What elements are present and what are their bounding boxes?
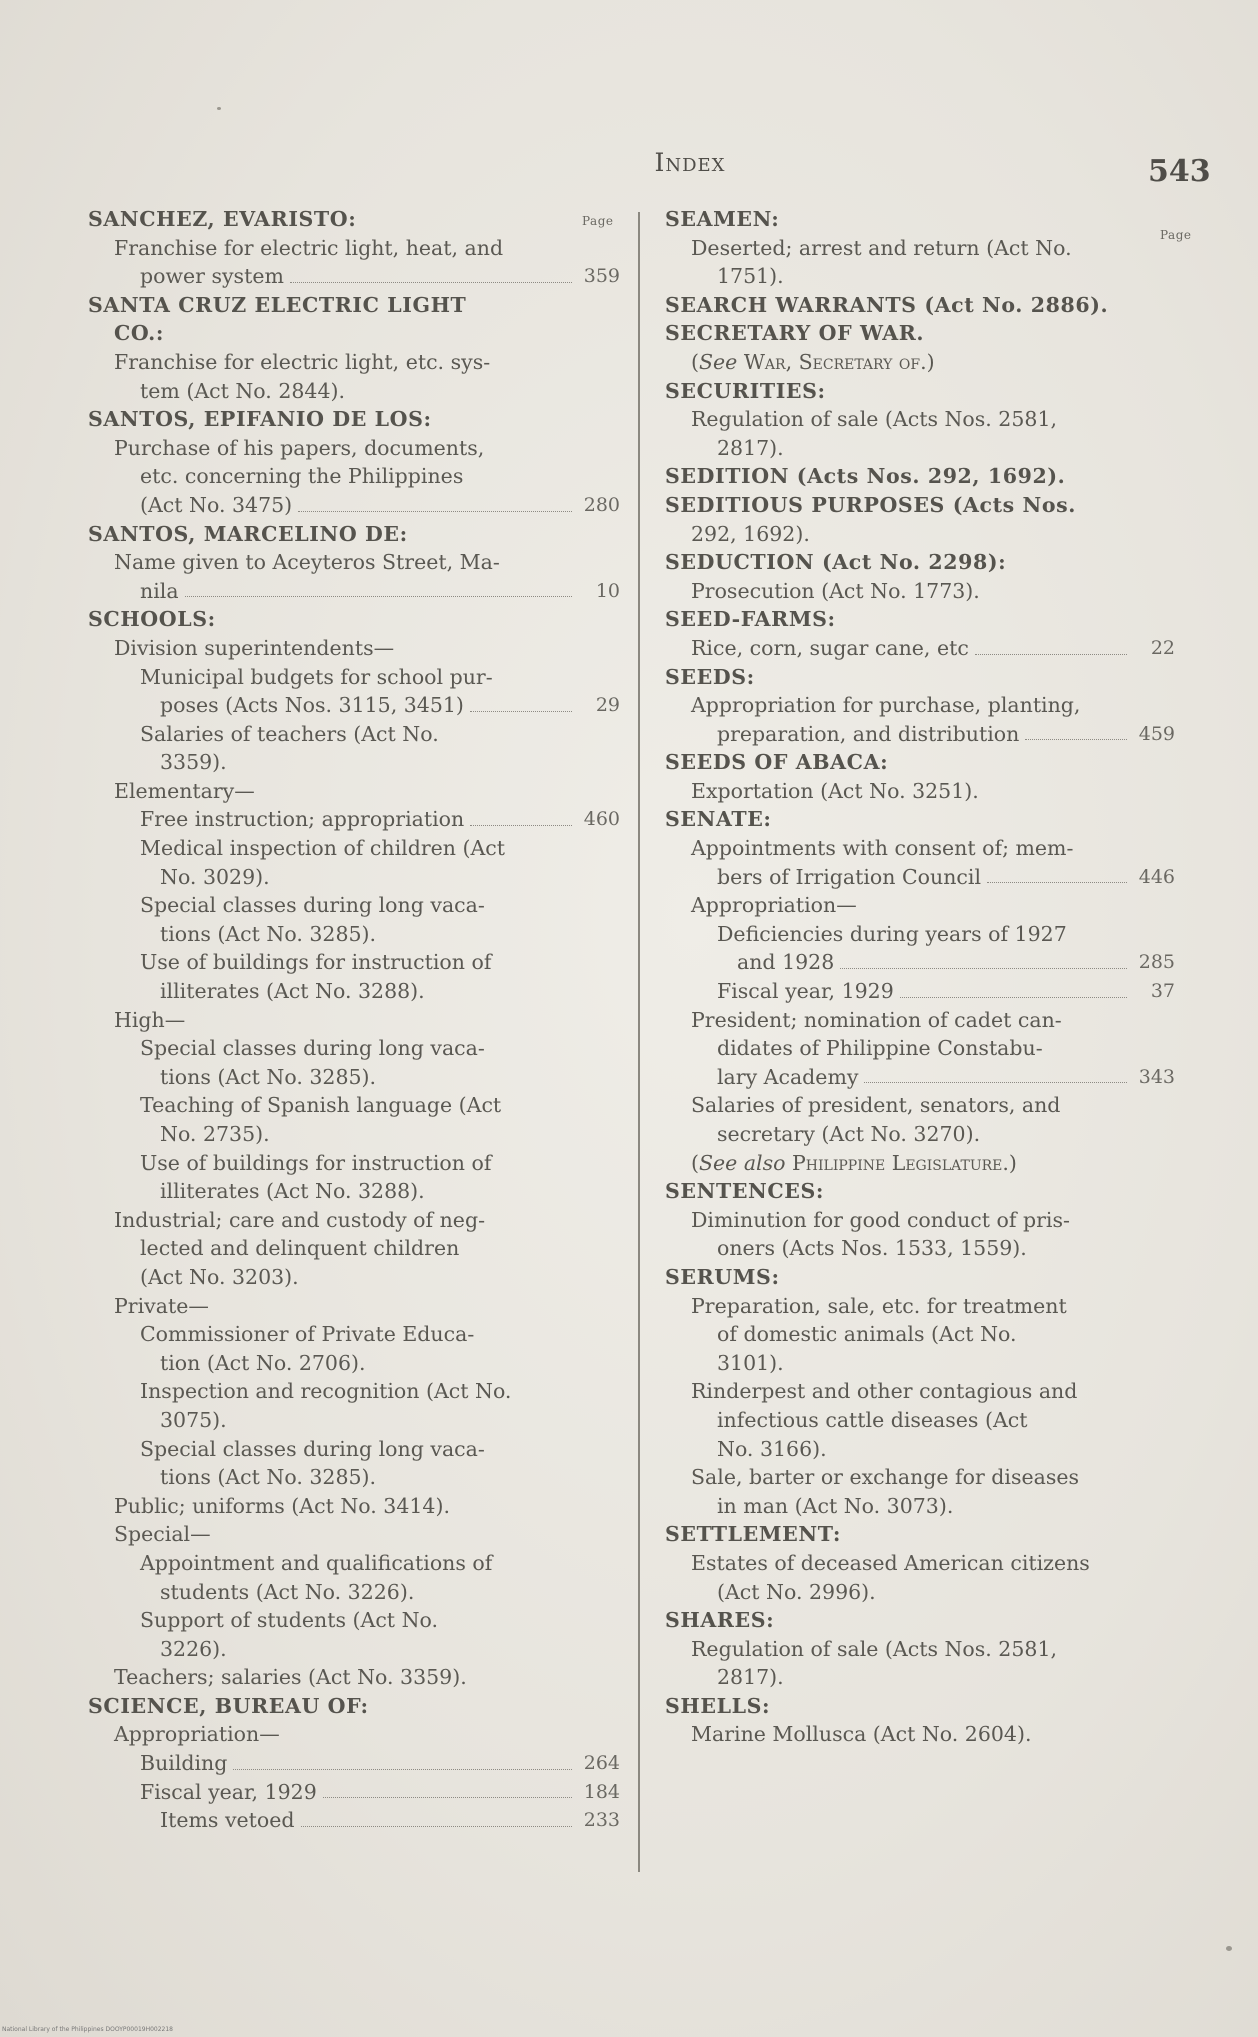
- entry-text: Items vetoed: [160, 1808, 295, 1833]
- leader-dots: [840, 968, 1127, 969]
- page-reference: 233: [583, 1809, 620, 1832]
- page-reference: 37: [1150, 980, 1175, 1003]
- index-entry: [88, 1435, 620, 1464]
- index-heading: [665, 491, 1175, 520]
- entry-text: Deficiencies during years of 1927: [717, 921, 1067, 946]
- index-entry: [88, 863, 620, 892]
- entry-text: Appointment and qualifications of: [140, 1550, 493, 1575]
- entry-text: Diminution for good conduct of pris-: [691, 1207, 1070, 1232]
- index-entry: [665, 1206, 1175, 1235]
- page-reference: 459: [1138, 722, 1175, 745]
- leader-dots: [323, 1797, 572, 1798]
- index-entry: [88, 948, 620, 977]
- entry-text: Appropriation—: [114, 1722, 280, 1747]
- entry-text: 3101).: [717, 1350, 784, 1375]
- index-entry: [88, 748, 620, 777]
- index-entry: [88, 1263, 620, 1292]
- index-entry: [88, 1377, 620, 1406]
- entry-text: Free instruction; appropriation: [140, 807, 465, 832]
- index-entry: [88, 805, 620, 834]
- column-divider: [638, 212, 640, 1872]
- page-reference: 285: [1138, 951, 1175, 974]
- entry-text: Teaching of Spanish language (Act: [140, 1093, 502, 1118]
- index-entry: [665, 691, 1175, 720]
- entry-text: Name given to Aceyteros Street, Ma-: [114, 550, 500, 575]
- index-entry: [88, 1778, 620, 1807]
- index-entry: [665, 720, 1175, 749]
- index-entry: [665, 1091, 1175, 1120]
- index-entry: [88, 1463, 620, 1492]
- index-entry: [88, 1149, 620, 1178]
- entry-text: infectious cattle diseases (Act: [717, 1407, 1028, 1432]
- entry-text: Regulation of sale (Acts Nos. 2581,: [691, 1636, 1057, 1661]
- entry-text: SEARCH WARRANTS (Act No. 2886).: [665, 292, 1109, 317]
- index-entry: [88, 1320, 620, 1349]
- index-heading: [665, 663, 1175, 692]
- index-entry: [88, 1578, 620, 1607]
- index-entry: [88, 1006, 620, 1035]
- index-heading: [88, 405, 620, 434]
- index-entry: [665, 1034, 1175, 1063]
- index-entry: [88, 348, 620, 377]
- entry-text: of domestic animals (Act No.: [717, 1322, 1017, 1347]
- index-entry: [665, 1463, 1175, 1492]
- index-entry: [665, 920, 1175, 949]
- running-head: Index: [654, 148, 726, 177]
- leader-dots: [301, 1826, 572, 1827]
- entry-text: didates of Philippine Constabu-: [717, 1036, 1043, 1061]
- entry-text: Fiscal year, 1929: [140, 1779, 317, 1804]
- entry-text: Special classes during long vaca-: [140, 893, 485, 918]
- index-entry: [88, 377, 620, 406]
- entry-text: Salaries of president, senators, and: [691, 1093, 1061, 1118]
- index-entry: [88, 1520, 620, 1549]
- entry-text: No. 3166).: [717, 1436, 827, 1461]
- entry-text: SENTENCES:: [665, 1179, 825, 1204]
- index-entry: [665, 634, 1175, 663]
- entry-text: SECRETARY OF WAR.: [665, 321, 925, 346]
- index-entry: [88, 491, 620, 520]
- entry-text: Deserted; arrest and return (Act No.: [691, 235, 1072, 260]
- entry-text: 2817).: [717, 1665, 784, 1690]
- index-entry: [665, 834, 1175, 863]
- index-heading: [88, 1692, 620, 1721]
- index-entry: [88, 1206, 620, 1235]
- entry-text: Industrial; care and custody of neg-: [114, 1207, 485, 1232]
- index-entry: [665, 1149, 1175, 1178]
- index-heading: [665, 1606, 1175, 1635]
- entry-text: No. 3029).: [160, 864, 270, 889]
- entry-text: Preparation, sale, etc. for treatment: [691, 1293, 1067, 1318]
- page-reference: 22: [1150, 636, 1175, 659]
- entry-text: SECURITIES:: [665, 378, 826, 403]
- entry-text: Appointments with consent of; mem-: [691, 836, 1074, 861]
- index-entry: [665, 1635, 1175, 1664]
- entry-text: 1751).: [717, 264, 784, 289]
- entry-text: Use of buildings for instruction of: [140, 950, 492, 975]
- entry-text: SANTA CRUZ ELECTRIC LIGHT: [88, 292, 467, 317]
- index-entry: [88, 1720, 620, 1749]
- entry-text: (See also Philippine Legislature.): [691, 1150, 1017, 1175]
- index-entry: [88, 920, 620, 949]
- index-entry: [665, 777, 1175, 806]
- index-entry: [665, 1578, 1175, 1607]
- page-reference: 280: [583, 493, 620, 516]
- entry-text: SHARES:: [665, 1608, 775, 1633]
- leader-dots: [987, 882, 1127, 883]
- entry-text: nila: [140, 578, 179, 603]
- index-heading: [88, 319, 620, 348]
- entry-text: 2817).: [717, 435, 784, 460]
- entry-text: illiterates (Act No. 3288).: [160, 1179, 425, 1204]
- index-entry: [665, 1406, 1175, 1435]
- index-entry: [88, 462, 620, 491]
- entry-text: SCIENCE, BUREAU OF:: [88, 1693, 369, 1718]
- leader-dots: [233, 1769, 572, 1770]
- index-entry: [665, 891, 1175, 920]
- entry-text: 292, 1692).: [691, 521, 810, 546]
- index-heading: [665, 805, 1175, 834]
- index-entry: [665, 405, 1175, 434]
- entry-text: 3226).: [160, 1636, 227, 1661]
- index-heading: [665, 605, 1175, 634]
- entry-text: in man (Act No. 3073).: [717, 1493, 954, 1518]
- index-entry: [88, 1063, 620, 1092]
- entry-text: Appropriation—: [691, 893, 857, 918]
- index-entry: [88, 1663, 620, 1692]
- entry-text: President; nomination of cadet can-: [691, 1007, 1062, 1032]
- entry-text: SCHOOLS:: [88, 607, 216, 632]
- entry-text: SENATE:: [665, 807, 772, 832]
- page-reference: 264: [583, 1752, 620, 1775]
- index-entry: [665, 234, 1175, 263]
- index-entry: [665, 1435, 1175, 1464]
- entry-text: Commissioner of Private Educa-: [140, 1322, 475, 1347]
- index-entry: [88, 663, 620, 692]
- page-reference: 29: [595, 694, 620, 717]
- entry-text: Exportation (Act No. 3251).: [691, 778, 979, 803]
- page-reference: 359: [583, 265, 620, 288]
- leader-dots: [1025, 739, 1127, 740]
- index-entry: [665, 1063, 1175, 1092]
- entry-text: SEDITIOUS PURPOSES (Acts Nos.: [665, 492, 1077, 517]
- index-heading: [665, 1263, 1175, 1292]
- index-entry: [665, 348, 1175, 377]
- index-entry: [88, 891, 620, 920]
- index-entry: [88, 720, 620, 749]
- entry-text: power system: [140, 264, 284, 289]
- index-entry: [665, 1549, 1175, 1578]
- index-entry: [88, 1749, 620, 1778]
- index-entry: [88, 1120, 620, 1149]
- entry-text: Special classes during long vaca-: [140, 1436, 485, 1461]
- index-entry: [88, 834, 620, 863]
- entry-text: Division superintendents—: [114, 635, 395, 660]
- index-entry: [88, 262, 620, 291]
- entry-text: Public; uniforms (Act No. 3414).: [114, 1493, 450, 1518]
- index-entry: [665, 1320, 1175, 1349]
- index-entry: [665, 1234, 1175, 1263]
- entry-text: students (Act No. 3226).: [160, 1579, 415, 1604]
- entry-text: (Act No. 3203).: [140, 1264, 299, 1289]
- index-entry: [88, 234, 620, 263]
- index-entry: [665, 262, 1175, 291]
- index-entry: [88, 1406, 620, 1435]
- scan-footer: National Library of the Philippines DOOYP00019H002218: [2, 2026, 173, 2033]
- entry-text: Municipal budgets for school pur-: [140, 664, 493, 689]
- index-entry: [88, 691, 620, 720]
- entry-text: oners (Acts Nos. 1533, 1559).: [717, 1236, 1027, 1261]
- entry-text: Rinderpest and other contagious and: [691, 1379, 1078, 1404]
- index-heading: [88, 605, 620, 634]
- index-heading: [665, 1520, 1175, 1549]
- entry-text: Regulation of sale (Acts Nos. 2581,: [691, 407, 1057, 432]
- entry-text: Elementary—: [114, 778, 255, 803]
- leader-dots: [470, 711, 572, 712]
- entry-text: Prosecution (Act No. 1773).: [691, 578, 980, 603]
- index-entry: [665, 1006, 1175, 1035]
- index-entry: [88, 577, 620, 606]
- index-entry: [88, 1492, 620, 1521]
- index-entry: [88, 777, 620, 806]
- index-entry: [665, 863, 1175, 892]
- entry-text: tions (Act No. 3285).: [160, 1064, 377, 1089]
- entry-text: Building: [140, 1751, 228, 1776]
- leader-dots: [185, 596, 572, 597]
- entry-text: Special—: [114, 1522, 211, 1547]
- index-entry: [665, 1377, 1175, 1406]
- entry-text: Fiscal year, 1929: [717, 979, 894, 1004]
- leader-dots: [298, 511, 572, 512]
- entry-text: preparation, and distribution: [717, 721, 1020, 746]
- entry-text: bers of Irrigation Council: [717, 864, 982, 889]
- index-entry: [665, 1720, 1175, 1749]
- entry-text: Special classes during long vaca-: [140, 1036, 485, 1061]
- index-heading: [665, 319, 1175, 348]
- page-reference: 343: [1138, 1065, 1175, 1088]
- index-heading: [88, 520, 620, 549]
- left-index-column: [88, 205, 620, 1835]
- leader-dots: [290, 282, 572, 283]
- right-column-page-label: Page: [1160, 228, 1192, 242]
- index-entry: [665, 1492, 1175, 1521]
- page-reference: 10: [595, 579, 620, 602]
- entry-text: lected and delinquent children: [140, 1236, 460, 1261]
- index-entry: [88, 634, 620, 663]
- entry-text: SEED-FARMS:: [665, 607, 836, 632]
- leader-dots: [470, 825, 572, 826]
- leader-dots: [900, 997, 1127, 998]
- entry-text: (See War, Secretary of.): [691, 349, 935, 374]
- page-reference: 184: [583, 1780, 620, 1803]
- entry-text: lary Academy: [717, 1064, 859, 1089]
- entry-text: Salaries of teachers (Act No.: [140, 721, 439, 746]
- entry-text: Appropriation for purchase, planting,: [691, 693, 1081, 718]
- index-entry: [88, 1635, 620, 1664]
- scan-speck: [217, 107, 221, 110]
- index-entry: [665, 1349, 1175, 1378]
- index-entry: [88, 1806, 620, 1835]
- index-entry: [88, 1606, 620, 1635]
- entry-text: SERUMS:: [665, 1264, 780, 1289]
- index-heading: [665, 462, 1175, 491]
- entry-text: SHELLS:: [665, 1693, 771, 1718]
- index-entry: [88, 1034, 620, 1063]
- index-heading: [88, 205, 620, 234]
- index-entry: [88, 1292, 620, 1321]
- index-entry: [665, 948, 1175, 977]
- page-reference: 460: [583, 808, 620, 831]
- entry-text: SANTOS, EPIFANIO DE LOS:: [88, 407, 432, 432]
- index-heading: [665, 377, 1175, 406]
- entry-text: Inspection and recognition (Act No.: [140, 1379, 512, 1404]
- entry-text: tions (Act No. 3285).: [160, 921, 377, 946]
- index-entry: [88, 548, 620, 577]
- entry-text: (Act No. 3475): [140, 492, 293, 517]
- entry-text: (Act No. 2996).: [717, 1579, 876, 1604]
- index-entry: [665, 1292, 1175, 1321]
- entry-text: Franchise for electric light, etc. sys-: [114, 349, 491, 374]
- entry-text: Teachers; salaries (Act No. 3359).: [114, 1665, 467, 1690]
- entry-text: Use of buildings for instruction of: [140, 1150, 492, 1175]
- entry-text: secretary (Act No. 3270).: [717, 1122, 981, 1146]
- entry-text: SEAMEN:: [665, 207, 780, 231]
- entry-text: Medical inspection of children (Act: [140, 836, 505, 861]
- page-number: 543: [1148, 154, 1211, 189]
- index-entry: [665, 577, 1175, 606]
- entry-text: tem (Act No. 2844).: [140, 378, 345, 403]
- index-entry: [665, 1120, 1175, 1149]
- entry-text: SEEDS OF ABACA:: [665, 750, 889, 775]
- entry-text: SEEDS:: [665, 664, 755, 689]
- page-reference: 446: [1138, 865, 1175, 888]
- entry-text: SANTOS, MARCELINO DE:: [88, 521, 408, 546]
- entry-text: tion (Act No. 2706).: [160, 1350, 366, 1375]
- entry-text: Support of students (Act No.: [140, 1608, 439, 1633]
- index-heading: [665, 548, 1175, 577]
- index-entry: [665, 520, 1175, 549]
- index-entry: [665, 1663, 1175, 1692]
- left-column-page-label: Page: [582, 214, 614, 228]
- entry-text: Private—: [114, 1293, 209, 1318]
- leader-dots: [864, 1082, 1127, 1083]
- index-heading: [665, 1177, 1175, 1206]
- entry-text: poses (Acts Nos. 3115, 3451): [160, 693, 464, 718]
- index-entry: [88, 1549, 620, 1578]
- index-heading: [665, 291, 1175, 320]
- index-entry: [665, 434, 1175, 463]
- entry-text: Purchase of his papers, documents,: [114, 435, 485, 460]
- index-entry: [88, 1234, 620, 1263]
- entry-text: SEDUCTION (Act No. 2298):: [665, 550, 1007, 575]
- entry-text: High—: [114, 1007, 186, 1032]
- entry-text: Franchise for electric light, heat, and: [114, 235, 504, 260]
- entry-text: SETTLEMENT:: [665, 1522, 841, 1547]
- index-heading: [665, 1692, 1175, 1721]
- entry-text: etc. concerning the Philippines: [140, 464, 464, 489]
- index-entry: [88, 977, 620, 1006]
- entry-text: illiterates (Act No. 3288).: [160, 979, 425, 1004]
- entry-text: Estates of deceased American citizens: [691, 1550, 1090, 1575]
- index-entry: [88, 1349, 620, 1378]
- index-heading: [88, 291, 620, 320]
- entry-text: 3075).: [160, 1407, 227, 1432]
- entry-text: and 1928: [737, 950, 835, 975]
- entry-text: No. 2735).: [160, 1122, 270, 1146]
- entry-text: Rice, corn, sugar cane, etc: [691, 635, 969, 660]
- right-index-column: [665, 205, 1175, 1749]
- entry-text: SEDITION (Acts Nos. 292, 1692).: [665, 464, 1066, 489]
- index-entry: [88, 1091, 620, 1120]
- index-heading: [665, 205, 1175, 234]
- index-entry: [88, 1177, 620, 1206]
- index-heading: [665, 748, 1175, 777]
- leader-dots: [975, 654, 1127, 655]
- index-entry: [88, 434, 620, 463]
- entry-text: Marine Mollusca (Act No. 2604).: [691, 1722, 1032, 1747]
- index-entry: [665, 977, 1175, 1006]
- entry-text: CO.:: [114, 321, 165, 346]
- entry-text: SANCHEZ, EVARISTO:: [88, 207, 357, 231]
- entry-text: 3359).: [160, 750, 227, 775]
- scan-speck: [1226, 1946, 1232, 1951]
- entry-text: Sale, barter or exchange for diseases: [691, 1465, 1080, 1490]
- entry-text: tions (Act No. 3285).: [160, 1465, 377, 1490]
